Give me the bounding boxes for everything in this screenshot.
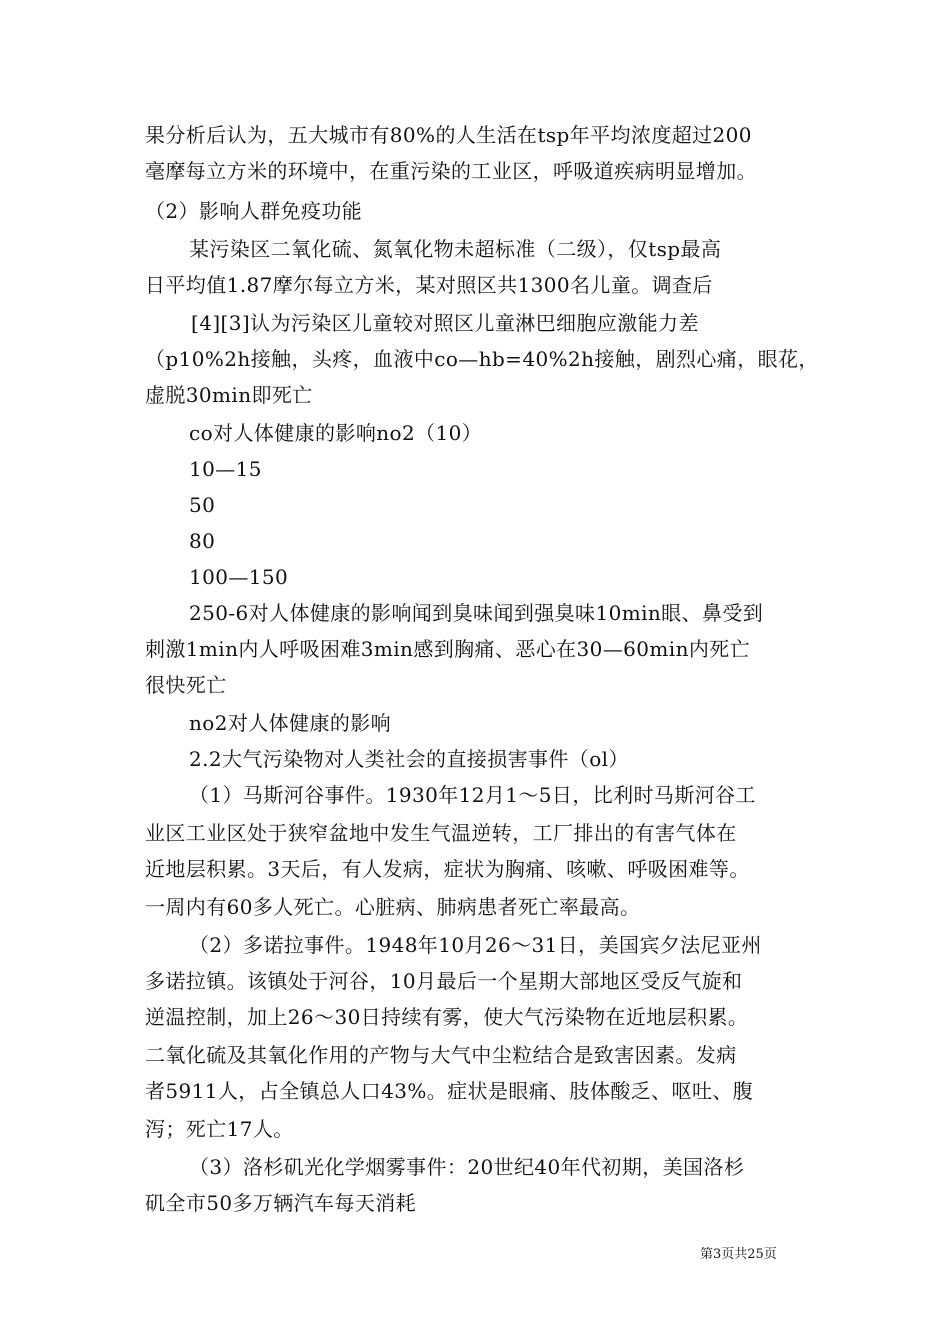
- text-line: 10—15: [189, 457, 262, 481]
- text-line: （1）马斯河谷事件。1930年12月1～5日，比利时马斯河谷工: [189, 783, 756, 807]
- text-line: 日平均值1.87摩尔每立方米，某对照区共1300名儿童。调查后: [145, 273, 713, 297]
- text-line: （3）洛杉矶光化学烟雾事件：20世纪40年代初期，美国洛杉: [189, 1155, 745, 1179]
- text-line: 250-6对人体健康的影响闻到臭味闻到强臭味10min眼、鼻受到: [189, 601, 764, 625]
- subheading: （2）影响人群免疫功能: [145, 199, 363, 223]
- text-line: 矶全市50多万辆汽车每天消耗: [145, 1191, 417, 1215]
- text-line: 毫摩每立方米的环境中，在重污染的工业区，呼吸道疾病明显增加。: [145, 159, 757, 183]
- text-line: 泻；死亡17人。: [145, 1117, 294, 1141]
- text-line: 某污染区二氧化硫、氮氧化物未超标准（二级），仅tsp最高: [189, 237, 722, 261]
- text-line: 者5911人，占全镇总人口43%。症状是眼痛、肢体酸乏、呕吐、腹: [145, 1079, 754, 1103]
- text-line: no2对人体健康的影响: [189, 711, 392, 735]
- text-line: 业区工业区处于狭窄盆地中发生气温逆转，工厂排出的有害气体在: [145, 821, 737, 845]
- text-line: 虚脱30min即死亡: [145, 383, 313, 407]
- text-line: 二氧化硫及其氧化作用的产物与大气中尘粒结合是致害因素。发病: [145, 1043, 737, 1067]
- text-line: 刺激1min内人呼吸困难3min感到胸痛、恶心在30—60min内死亡: [145, 637, 751, 661]
- text-line: 80: [189, 529, 216, 553]
- text-line: 一周内有60多人死亡。心脏病、肺病患者死亡率最高。: [145, 895, 641, 919]
- section-heading: 2.2大气污染物对人类社会的直接损害事件（ol）: [189, 747, 629, 771]
- text-line: 很快死亡: [145, 673, 227, 697]
- text-line: 逆温控制，加上26～30日持续有雾，使大气污染物在近地层积累。: [145, 1005, 749, 1029]
- text-line: （p10%2h接触，头疼，血液中co—hb=40%2h接触，剧烈心痛，眼花，: [145, 347, 819, 371]
- text-line: 50: [189, 493, 216, 517]
- text-line: 近地层积累。3天后，有人发病，症状为胸痛、咳嗽、呼吸困难等。: [145, 857, 750, 881]
- text-line: [4][3]认为污染区儿童较对照区儿童淋巴细胞应激能力差: [191, 311, 699, 335]
- text-line: （2）多诺拉事件。1948年10月26～31日，美国宾夕法尼亚州: [189, 933, 762, 957]
- page-number: 第3页共25页: [700, 1247, 777, 1262]
- text-line: 果分析后认为，五大城市有80%的人生活在tsp年平均浓度超过200: [145, 123, 752, 147]
- text-line: 多诺拉镇。该镇处于河谷，10月最后一个星期大部地区受反气旋和: [145, 969, 743, 993]
- text-line: 100—150: [189, 565, 289, 589]
- text-line: co对人体健康的影响no2（10）: [189, 421, 483, 445]
